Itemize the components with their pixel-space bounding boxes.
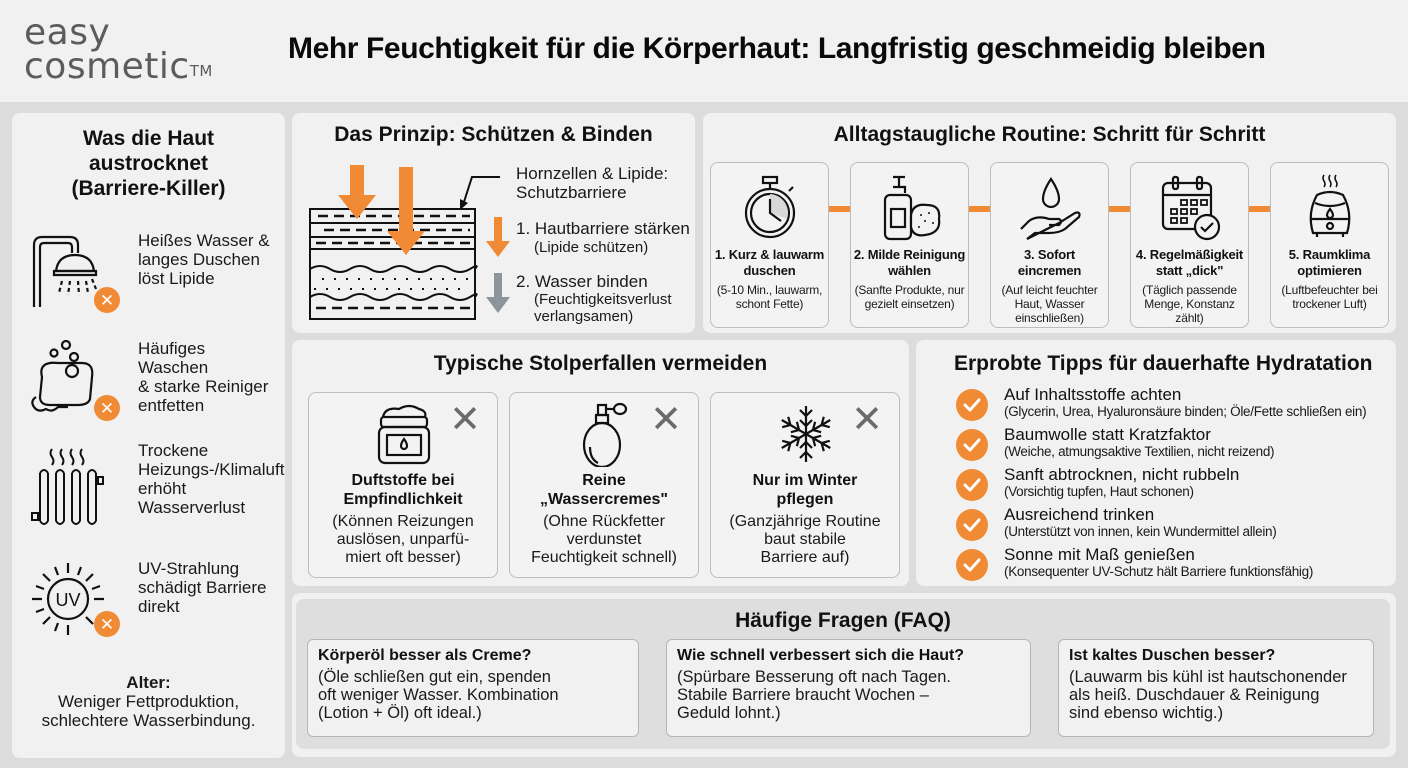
killer-item-hot-water: [28, 231, 278, 321]
step-title: [1131, 247, 1248, 279]
faq-answer: [318, 668, 628, 722]
x-mark-icon: ✕: [449, 399, 481, 441]
desc-line: einschließen): [1015, 311, 1084, 325]
logo-line-2: cosmetic: [24, 46, 190, 87]
uv-sun-icon: [28, 559, 115, 641]
text-line: Heißes Wasser &: [138, 231, 270, 250]
trademark-mark: TM: [189, 62, 213, 80]
text-line: erhöht: [138, 479, 187, 498]
text-line: langes Duschen: [138, 250, 260, 269]
routine-step-3: [990, 162, 1109, 328]
principle-panel: [292, 113, 695, 333]
tip-main: Ausreichend trinken: [1004, 505, 1155, 524]
gray-down-arrow-icon: [486, 273, 510, 313]
text-line: löst Lipide: [138, 269, 215, 288]
perfume-bottle-icon: [570, 401, 640, 467]
tip-sub: (Konsequenter UV-Schutz hält Barriere funktionsfähig): [1004, 564, 1314, 579]
desc-line: auslösen, unparfü-: [336, 531, 470, 548]
tip-sub: (Glycerin, Urea, Hyaluronsäure binden; Öle/Fette schließen ein): [1004, 404, 1367, 419]
desc-line: miert oft besser): [345, 549, 461, 566]
killer-text: [138, 339, 278, 415]
point-desc: (Lipide schützen): [534, 239, 649, 256]
step-title: [711, 247, 828, 279]
principle-title: Das Prinzip: Schützen & Binden: [334, 123, 653, 146]
desc-line: zählt): [1175, 311, 1204, 325]
desc-line: (Ohne Rückfetter: [543, 513, 665, 530]
step-title: [851, 247, 968, 279]
title-line: wählen: [888, 263, 931, 278]
hand-drop-icon: [1015, 173, 1085, 243]
text-line: Heizungs-/Klimaluft: [138, 460, 285, 479]
desc-line: (Können Reizungen: [332, 513, 474, 530]
pitfalls-panel: [292, 340, 909, 586]
title-line: Empfindlichkeit: [343, 491, 463, 508]
routine-step-2: [850, 162, 969, 328]
faq-question: Ist kaltes Duschen besser?: [1069, 647, 1276, 664]
x-badge-icon: ✕: [94, 395, 120, 421]
title-line: Duftstoffe bei: [351, 472, 455, 489]
point-desc: (Feuchtigkeitsverlust: [534, 291, 672, 308]
answer-line: sind ebenso wichtig.): [1069, 704, 1224, 722]
desc-line: gezielt einsetzen): [864, 297, 955, 311]
x-badge-icon: ✕: [94, 611, 120, 637]
desc-line: verdunstet: [566, 531, 642, 548]
point-title: 1. Hautbarriere stärken: [516, 219, 690, 238]
killer-item-washing: [28, 339, 278, 429]
pitfall-card-water-creams: [509, 392, 699, 578]
title-line: Nur im Winter: [752, 472, 858, 489]
barrier-killers-title: [12, 126, 285, 201]
age-note: [12, 673, 285, 730]
faq-title: Häufige Fragen (FAQ): [735, 609, 951, 632]
desc-line: Haut, Wasser: [1014, 297, 1085, 311]
answer-line: (Spürbare Besserung oft nach Tagen.: [677, 668, 951, 686]
title-line: optimieren: [1297, 263, 1362, 278]
check-circle-icon: [956, 509, 988, 541]
svg-text:UV: UV: [55, 590, 81, 610]
logo-line-1: easy: [24, 12, 111, 53]
faq-question: Körperöl besser als Creme?: [318, 647, 532, 664]
faq-panel: [292, 593, 1396, 757]
answer-line: oft weniger Wasser. Kombination: [318, 686, 559, 704]
snowflake-icon: [771, 401, 841, 467]
text-line: Häufiges Waschen: [138, 339, 209, 377]
answer-line: als heiß. Duschdauer & Reinigung: [1069, 686, 1320, 704]
check-circle-icon: [956, 549, 988, 581]
answer-line: Stabile Barriere braucht Wochen –: [677, 686, 929, 704]
text-line: direkt: [138, 597, 180, 616]
pitfall-desc: [309, 513, 497, 567]
pitfall-card-winter-only: [710, 392, 900, 578]
point-2: [516, 272, 672, 325]
title-line: 1. Kurz & lauwarm: [714, 247, 825, 262]
check-circle-icon: [956, 389, 988, 421]
title-line: Was die Haut: [82, 127, 215, 150]
calendar-check-icon: [1155, 173, 1225, 243]
title-line: (Barriere-Killer): [71, 177, 226, 200]
x-badge-icon: ✕: [94, 287, 120, 313]
text-line: UV-Strahlung: [138, 559, 240, 578]
brand-logo: [24, 12, 213, 87]
title-line: statt „dick": [1155, 263, 1224, 278]
title-line: duschen: [743, 263, 796, 278]
x-mark-icon: ✕: [851, 399, 883, 441]
text-line: schädigt Barriere: [138, 578, 267, 597]
skin-layer-diagram: [300, 165, 500, 327]
answer-line: (Lotion + Öl) oft ideal.): [318, 704, 482, 722]
killer-text: [138, 441, 284, 517]
radiator-icon: [28, 447, 108, 529]
desc-line: trockener Luft): [1292, 297, 1367, 311]
faq-card: [666, 639, 1031, 737]
routine-step-4: [1130, 162, 1249, 328]
pitfall-title: [309, 471, 497, 509]
point-title: 2. Wasser binden: [516, 272, 648, 291]
barrier-killers-panel: [12, 113, 285, 758]
pitfall-card-fragrance: [308, 392, 498, 578]
label-line: Schutzbarriere: [516, 183, 627, 202]
step-desc: [1271, 283, 1388, 311]
desc-line: schont Fette): [735, 297, 804, 311]
answer-line: (Öle schließen gut ein, spenden: [318, 668, 551, 686]
step-desc: [1131, 283, 1248, 325]
step-desc: [991, 283, 1108, 325]
desc-line: baut stabile: [764, 531, 846, 548]
desc-line: Menge, Konstanz: [1144, 297, 1235, 311]
routine-panel: [703, 113, 1396, 333]
killer-text: [138, 559, 267, 616]
x-mark-icon: ✕: [650, 399, 682, 441]
step-desc: [851, 283, 968, 311]
faq-answer: [677, 668, 1020, 722]
check-circle-icon: [956, 469, 988, 501]
desc-line: Feuchtigkeit schnell): [531, 549, 677, 566]
answer-line: (Lauwarm bis kühl ist hautschonender: [1069, 668, 1347, 686]
humidifier-icon: [1295, 173, 1365, 243]
title-line: austrocknet: [88, 152, 209, 175]
killer-item-dry-air: [28, 441, 285, 537]
routine-step-1: [710, 162, 829, 328]
tip-main: Baumwolle statt Kratzfaktor: [1004, 425, 1211, 444]
title-line: 4. Regelmäßigkeit: [1135, 247, 1244, 262]
tip-main: Auf Inhaltsstoffe achten: [1004, 385, 1182, 404]
tips-panel: [916, 340, 1396, 586]
point-1: [516, 219, 690, 257]
tip-main: Sanft abtrocknen, nicht rubbeln: [1004, 465, 1240, 484]
label-line: Hornzellen & Lipide:: [516, 164, 669, 183]
desc-line: Barriere auf): [760, 549, 850, 566]
routine-title: Alltagstaugliche Routine: Schritt für Schritt: [833, 123, 1266, 146]
age-line: schlechtere Wasserbindung.: [41, 711, 256, 730]
step-desc: [711, 283, 828, 311]
desc-line: (Sanfte Produkte, nur: [854, 283, 965, 297]
title-line: pflegen: [776, 491, 834, 508]
desc-line: (Luftbefeuchter bei: [1281, 283, 1378, 297]
stopwatch-icon: [735, 173, 805, 243]
pitfall-title: [510, 471, 698, 509]
text-line: entfetten: [138, 396, 205, 415]
soap-icon: [28, 339, 115, 421]
tip-sub: (Unterstützt von innen, kein Wundermittel allein): [1004, 524, 1277, 539]
text-line: Trockene: [138, 441, 209, 460]
desc-line: (5-10 Min., lauwarm,: [716, 283, 823, 297]
age-title: Alter:: [126, 673, 171, 692]
point-desc: verlangsamen): [534, 308, 634, 325]
desc-line: (Auf leicht feuchter: [1001, 283, 1098, 297]
page-title: Mehr Feuchtigkeit für die Körperhaut: Langfristig geschmeidig bleiben: [288, 32, 1266, 65]
header: [0, 0, 1408, 102]
killer-text: [138, 231, 270, 288]
step-title: [991, 247, 1108, 279]
desc-line: (Täglich passende: [1142, 283, 1237, 297]
title-line: eincremen: [1017, 263, 1082, 278]
pitfalls-title: Typische Stolperfallen vermeiden: [433, 352, 768, 375]
barrier-label: [516, 164, 668, 202]
tip-main: Sonne mit Maß genießen: [1004, 545, 1195, 564]
killer-item-uv: [28, 559, 278, 649]
pitfall-title: [711, 471, 899, 509]
shower-icon: [28, 231, 115, 313]
title-line: „Wassercremes": [540, 491, 668, 508]
faq-card: [307, 639, 639, 737]
check-circle-icon: [956, 429, 988, 461]
tip-sub: (Weiche, atmungsaktive Textilien, nicht reizend): [1004, 444, 1275, 459]
text-line: Wasserverlust: [138, 498, 246, 517]
title-line: 5. Raumklima: [1288, 247, 1371, 262]
tip-sub: (Vorsichtig tupfen, Haut schonen): [1004, 484, 1194, 499]
orange-down-arrow-icon: [486, 217, 510, 257]
answer-line: Geduld lohnt.): [677, 704, 781, 722]
faq-question: Wie schnell verbessert sich die Haut?: [677, 647, 965, 664]
title-line: 3. Sofort: [1024, 247, 1075, 262]
faq-card: [1058, 639, 1374, 737]
faq-inner: [296, 599, 1390, 749]
tips-title: Erprobte Tipps für dauerhafte Hydratation: [954, 352, 1373, 375]
faq-answer: [1069, 668, 1363, 722]
age-line: Weniger Fettproduktion,: [57, 692, 240, 711]
title-line: 2. Milde Reinigung: [853, 247, 966, 262]
cream-jar-icon: [369, 401, 439, 467]
title-line: Reine: [582, 472, 626, 489]
soap-bottle-sponge-icon: [875, 173, 945, 243]
step-title: [1271, 247, 1388, 279]
pitfall-desc: [711, 513, 899, 567]
text-line: & starke Reiniger: [138, 377, 269, 396]
pitfall-desc: [510, 513, 698, 567]
desc-line: (Ganzjährige Routine: [729, 513, 881, 530]
routine-step-5: [1270, 162, 1389, 328]
